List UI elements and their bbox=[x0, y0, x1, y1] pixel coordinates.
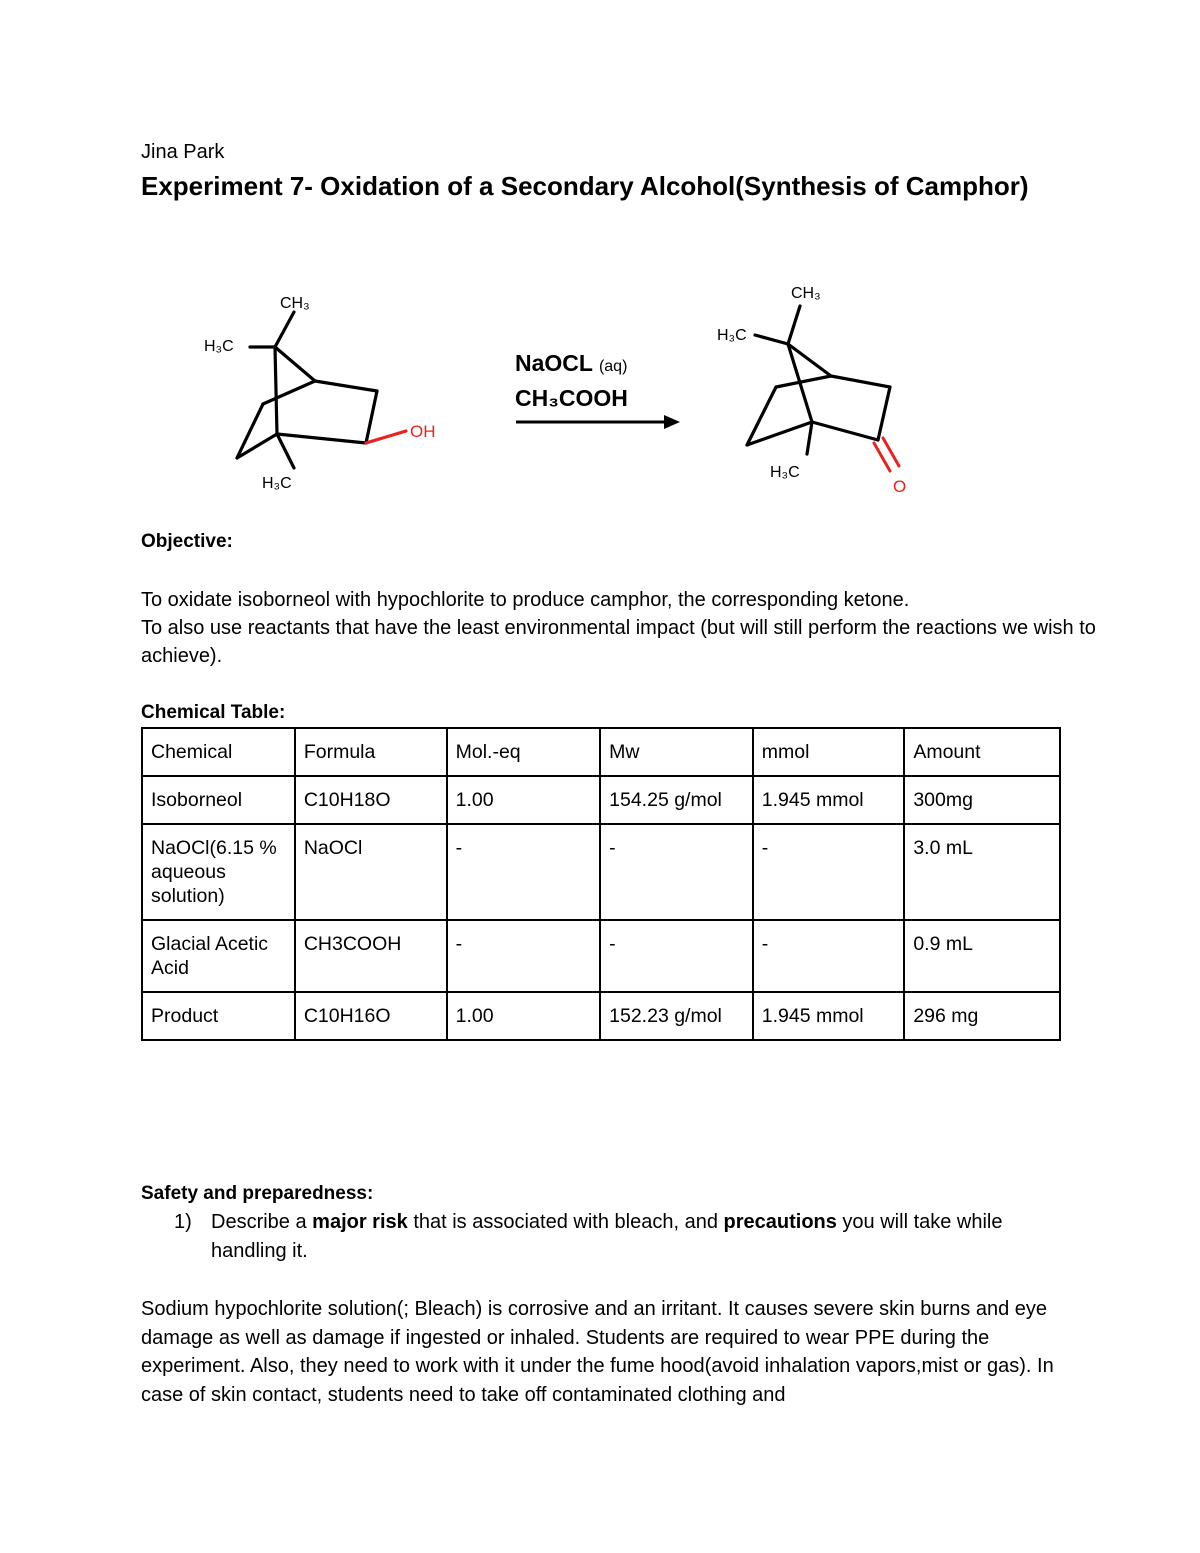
reactant-h3c-left: H₃C bbox=[204, 338, 234, 355]
table-header-cell: mmol bbox=[753, 728, 905, 776]
safety-question-1 bbox=[174, 1208, 1034, 1266]
table-cell: CH3COOH bbox=[295, 920, 447, 992]
table-cell: 1.00 bbox=[447, 992, 601, 1040]
table-row bbox=[142, 824, 1060, 920]
reaction-arrow-head bbox=[664, 415, 680, 429]
author-name: Jina Park bbox=[141, 141, 225, 163]
reactant-oh: OH bbox=[410, 422, 436, 441]
table-cell: - bbox=[753, 920, 905, 992]
table-cell: Glacial Acetic Acid bbox=[142, 920, 295, 992]
question-number: 1) bbox=[174, 1211, 192, 1233]
table-cell: 1.945 mmol bbox=[753, 776, 905, 824]
reagent-naocl: NaOCL (aq) bbox=[515, 350, 628, 376]
table-header-cell: Amount bbox=[904, 728, 1060, 776]
table-cell: C10H18O bbox=[295, 776, 447, 824]
table-cell: 1.00 bbox=[447, 776, 601, 824]
safety-answer: Sodium hypochlorite solution(; Bleach) is corrosive and an irritant. It causes severe skin burns and eye damage as well as damage if ingested or inhaled. Students are required to wear PPE during the experiment. Also, they need to work with it under the fume hood(avoid inhalation vapors,mist or gas). In case of skin contact, students need to take off contaminated clothing and bbox=[141, 1298, 1054, 1406]
reagent-acetic-acid: CH₃COOH bbox=[515, 385, 628, 411]
table-cell: C10H16O bbox=[295, 992, 447, 1040]
table-row bbox=[142, 992, 1060, 1040]
table-cell: - bbox=[447, 920, 601, 992]
table-cell: 0.9 mL bbox=[904, 920, 1060, 992]
table-cell: NaOCl bbox=[295, 824, 447, 920]
reaction-scheme bbox=[190, 278, 930, 500]
reactant-h3c-bottom: H₃C bbox=[262, 475, 292, 492]
reactant-ch3-top: CH₃ bbox=[280, 295, 310, 312]
table-cell: 3.0 mL bbox=[904, 824, 1060, 920]
table-header-cell: Formula bbox=[295, 728, 447, 776]
oh-bond bbox=[366, 431, 406, 443]
chemical-table bbox=[141, 727, 1061, 1041]
table-cell: NaOCl(6.15 % aqueous solution) bbox=[142, 824, 295, 920]
product-h3c-left: H₃C bbox=[717, 327, 747, 344]
table-cell: 152.23 g/mol bbox=[600, 992, 753, 1040]
table-header-cell: Mol.-eq bbox=[447, 728, 601, 776]
table-header-cell: Mw bbox=[600, 728, 753, 776]
table-cell: Isoborneol bbox=[142, 776, 295, 824]
table-cell: 300mg bbox=[904, 776, 1060, 824]
product-camphor bbox=[747, 306, 890, 454]
product-o: O bbox=[893, 477, 907, 496]
table-row bbox=[142, 776, 1060, 824]
table-header-row bbox=[142, 728, 1060, 776]
table-cell: - bbox=[753, 824, 905, 920]
table-cell: - bbox=[600, 824, 753, 920]
product-ch3-top: CH₃ bbox=[791, 285, 821, 302]
objective-line-2: To also use reactants that have the least environmental impact (but will still perform the reactions we wish to achieve). bbox=[141, 617, 1096, 667]
table-cell: Product bbox=[142, 992, 295, 1040]
reactant-isoborneol bbox=[237, 312, 377, 468]
document-title: Experiment 7- Oxidation of a Secondary Alcohol(Synthesis of Camphor) bbox=[141, 171, 1029, 201]
table-cell: - bbox=[447, 824, 601, 920]
table-cell: 1.945 mmol bbox=[753, 992, 905, 1040]
objective-label: Objective: bbox=[141, 531, 233, 552]
table-cell: 154.25 g/mol bbox=[600, 776, 753, 824]
chemical-table-label: Chemical Table: bbox=[141, 702, 286, 723]
product-h3c-bottom: H₃C bbox=[770, 464, 800, 481]
table-row bbox=[142, 920, 1060, 992]
table-cell: 296 mg bbox=[904, 992, 1060, 1040]
objective-line-1: To oxidate isoborneol with hypochlorite to produce camphor, the corresponding ketone. bbox=[141, 589, 910, 611]
safety-label: Safety and preparedness: bbox=[141, 1183, 374, 1204]
question-text: Describe a major risk that is associated with bleach, and precautions you will take while handling it. bbox=[211, 1211, 1003, 1262]
table-cell: - bbox=[600, 920, 753, 992]
table-header-cell: Chemical bbox=[142, 728, 295, 776]
